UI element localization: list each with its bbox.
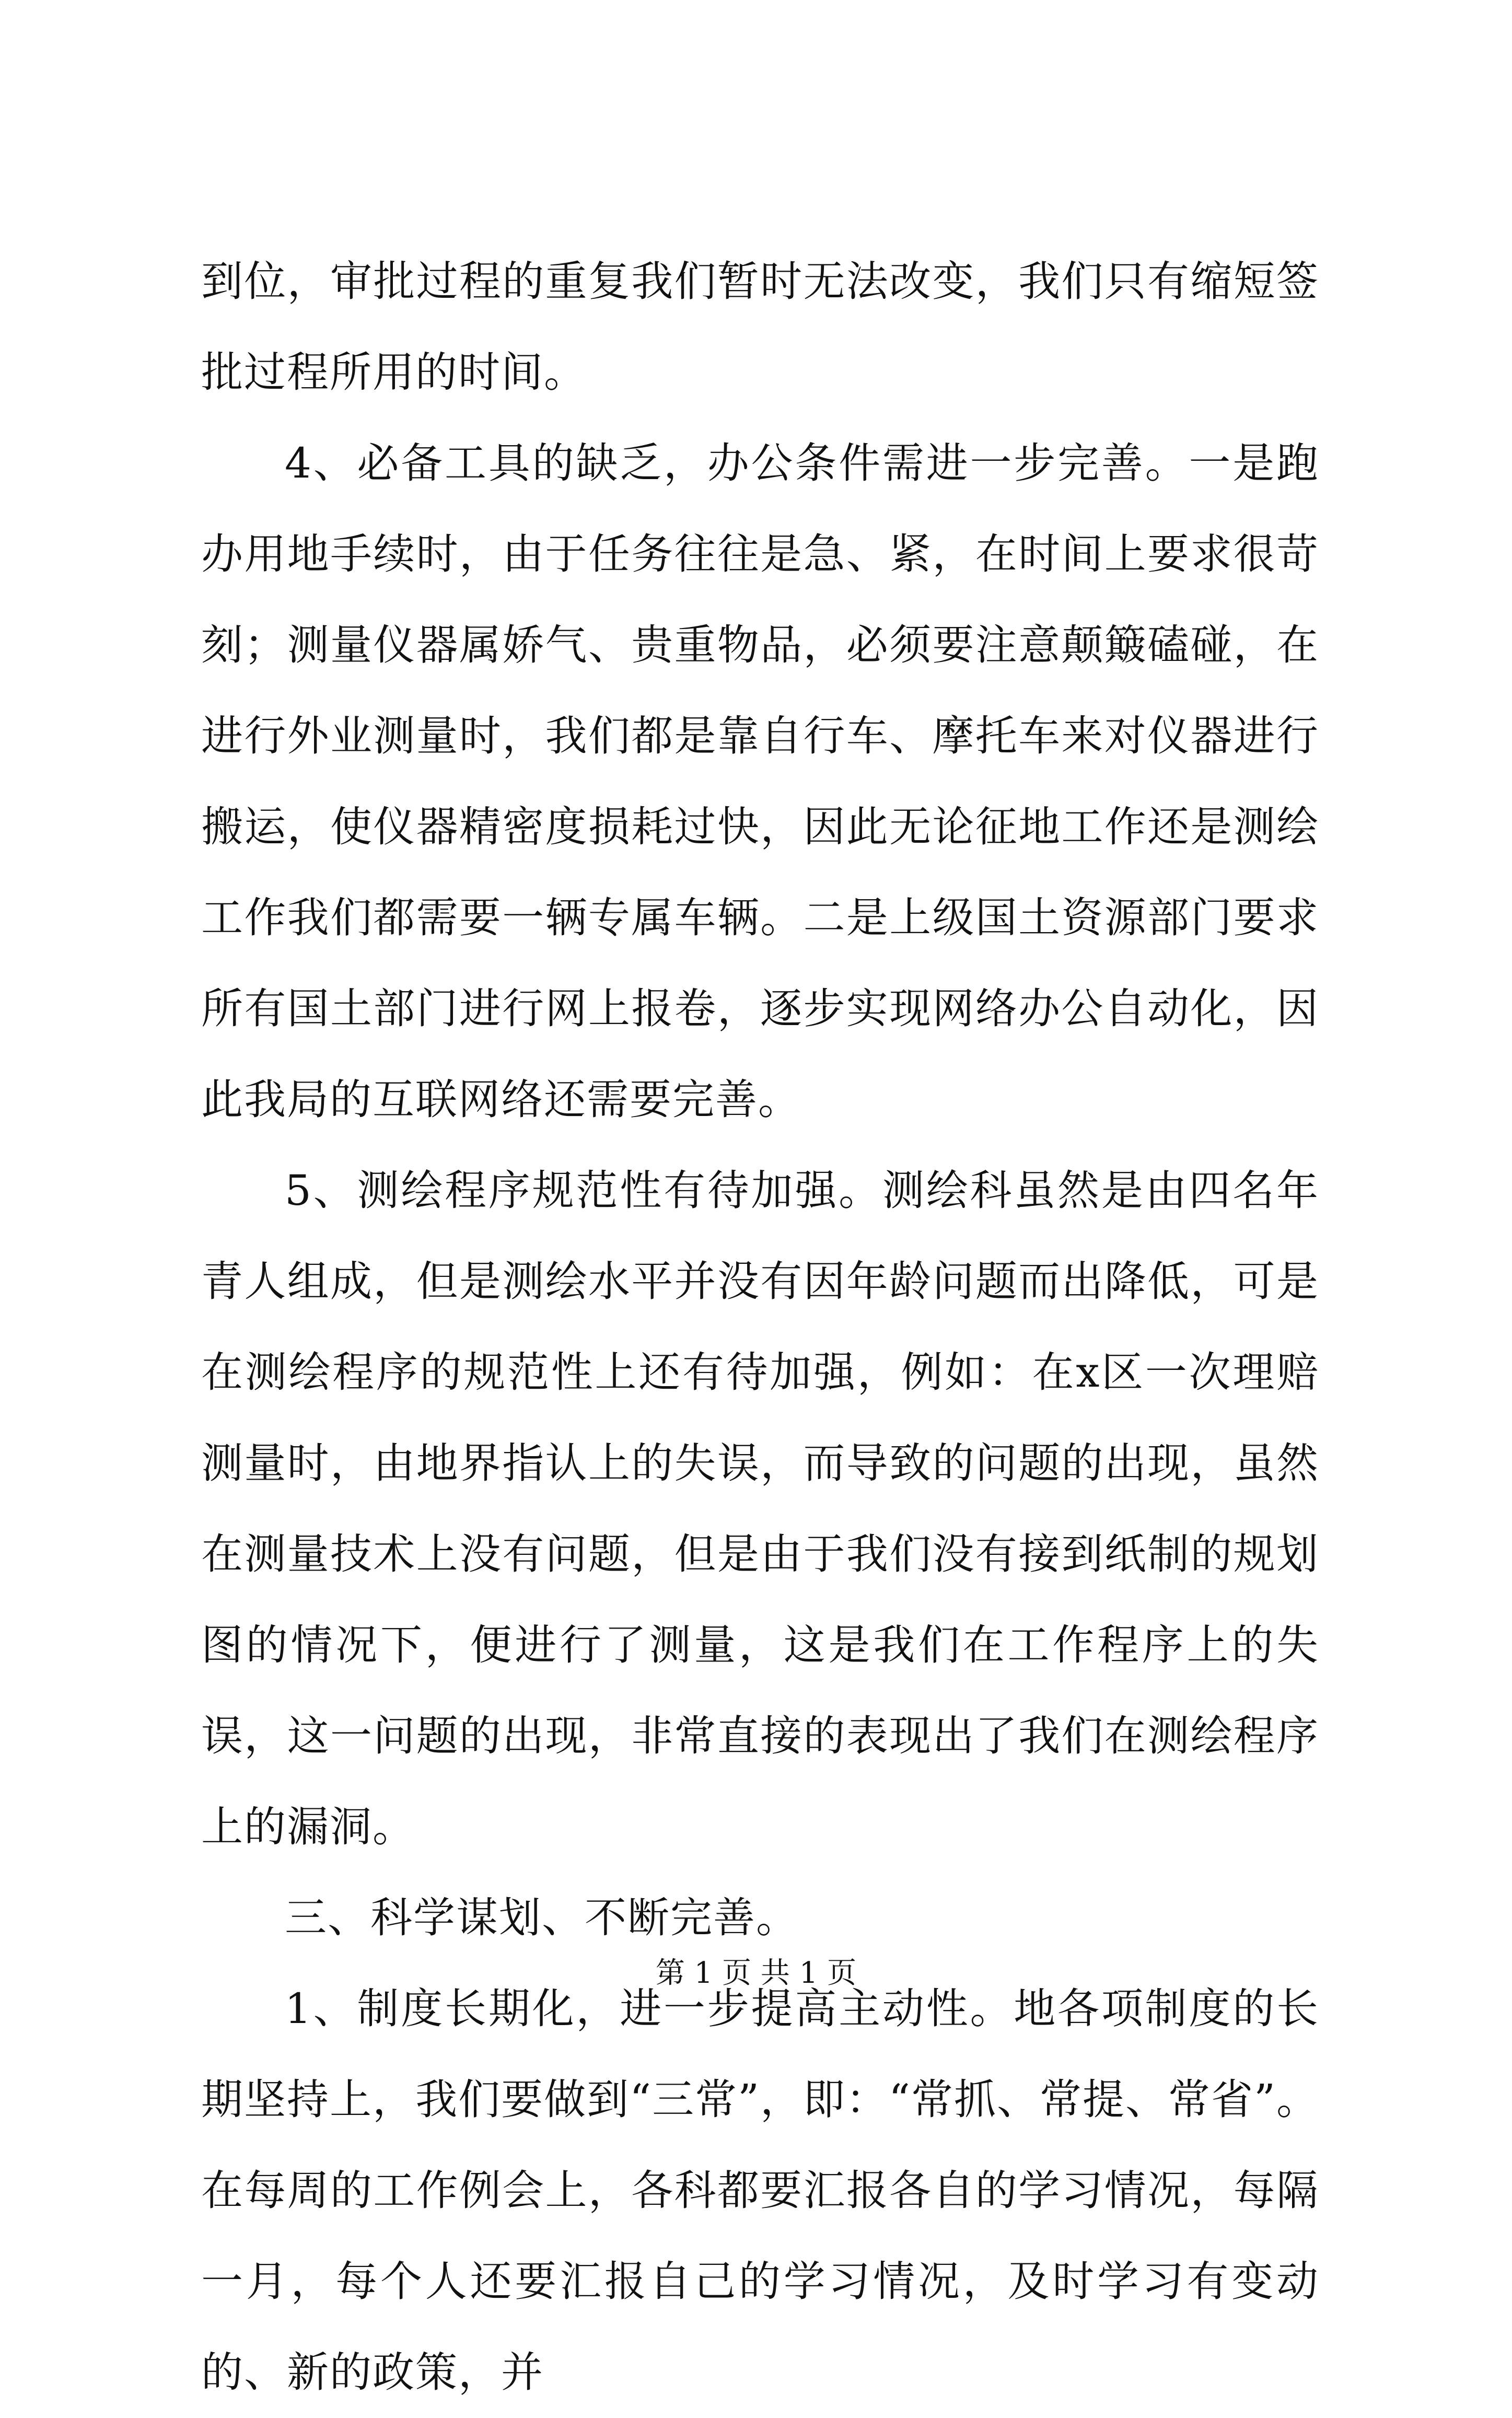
page-footer: 第 1 页 共 1 页 bbox=[655, 1956, 857, 1990]
paragraph-continuation: 到位，审批过程的重复我们暂时无法改变，我们只有缩短签批过程所用的时间。 bbox=[201, 257, 1319, 397]
paragraph-item-4: 4、必备工具的缺乏，办公条件需进一步完善。一是跑办用地手续时，由于任务往往是急、紧，在时间上要求很苛刻；测量仪器属娇气、贵重物品，必须要注意颠簸磕碰，在进行外业测量时，我们都是靠自行车、摩托车来对仪器进行搬运，使仪器精密度损耗过快，因此无论征地工作还是测绘工作我们都需要一辆专属车辆。二是上级国土资源部门要求所有国土部门进行网上报卷，逐步实现网络办公自动化，因此我局的互联网络还需要完善。 bbox=[201, 439, 1319, 1124]
paragraph-item-5: 5、测绘程序规范性有待加强。测绘科虽然是由四名年青人组成，但是测绘水平并没有因年龄问题而出降低，可是在测绘程序的规范性上还有待加强，例如：在x区一次理赔测量时，由地界指认上的失误，而导致的问题的出现，虽然在测量技术上没有问题，但是由于我们没有接到纸制的规划图的情况下，便进行了测量，这是我们在工作程序上的失误，这一问题的出现，非常直接的表现出了我们在测绘程序上的漏洞。 bbox=[201, 1166, 1319, 1851]
section-heading-3: 三、科学谋划、不断完善。 bbox=[285, 1893, 799, 1942]
paragraph-item-1: 1、制度长期化，进一步提高主动性。地各项制度的长期坚持上，我们要做到“三常”，即：“常抓、常提、常省”。在每周的工作例会上，各科都要汇报各自的学习情况，每隔一月，每个人还要汇报自己的学习情况，及时学习有变动的、新的政策，并 bbox=[201, 1984, 1319, 2397]
document-body bbox=[201, 236, 1319, 2418]
